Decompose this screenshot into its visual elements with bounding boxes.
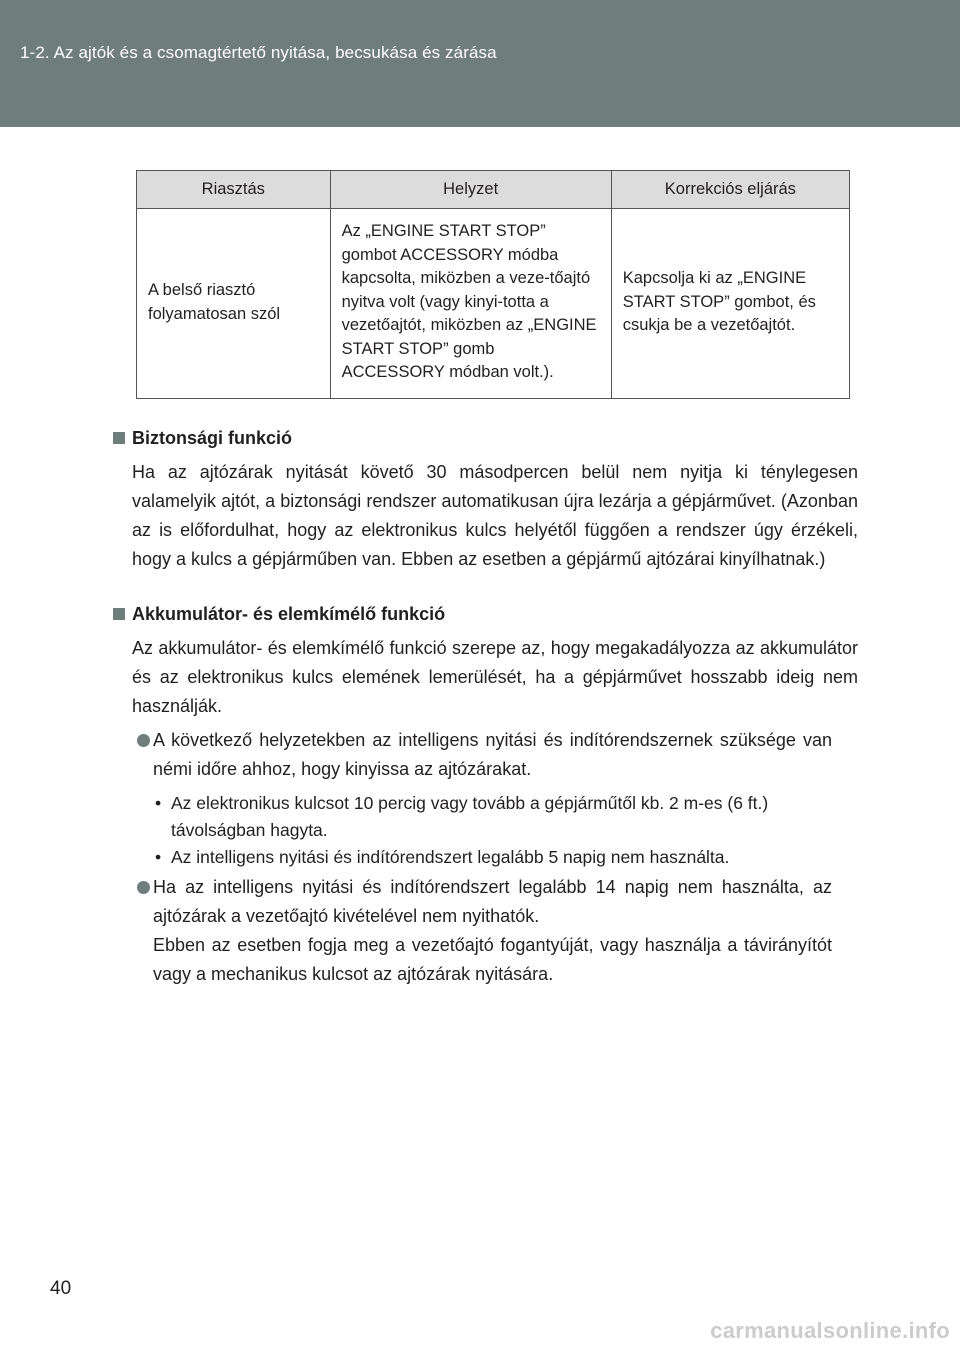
table-cell-correction: Kapcsolja ki az „ENGINE START STOP” gombot, és csukja be a vezetőajtót. (611, 209, 849, 399)
section-paragraph: Ha az ajtózárak nyitását követő 30 másodpercen belül nem nyitja ki ténylegesen valamelyik ajtót, a biztonsági rendszer automatikusan újra lezárja a gépjárművet. (Azonban az is előfordulhat, hogy az elektronikus kulcs helyétől függően a rendszer úgy érzékeli, hogy a kulcs a gépjárműben van. Ebben az esetben a gépjármű ajtózárai kinyílhatnak.) (132, 462, 858, 569)
table-header-cell: Helyzet (330, 171, 611, 209)
table-header-cell: Korrekciós eljárás (611, 171, 849, 209)
section-heading (113, 601, 858, 627)
table-cell-alarm: A belső riasztó folyamatosan szól (137, 209, 331, 399)
chapter-title: 1-2. Az ajtók és a csomagtértető nyitása, becsukása és zárása (20, 43, 497, 62)
bullet-item (152, 844, 842, 871)
bullet-list (152, 790, 842, 871)
circle-bullet-icon (137, 734, 150, 747)
list-item (137, 726, 832, 784)
circle-bullet-icon (137, 881, 150, 894)
section-heading (113, 425, 858, 451)
list-item-text: A következő helyzetekben az intelligens nyitási és indítórendszernek szüksége van némi időre ahhoz, hogy kinyissa az ajtózárakat. (153, 730, 832, 779)
square-bullet-icon (113, 608, 125, 620)
table-cell-situation: Az „ENGINE START STOP” gombot ACCESSORY módba kapcsolta, miközben a veze-tőajtó nyitva volt (vagy kinyi-totta a vezetőajtót, miközben az „ENGINE START STOP” gomb ACCESSORY módban volt.). (330, 209, 611, 399)
list-item-text: Ha az intelligens nyitási és indítórendszert legalább 14 napig nem használta, az ajtózárak a vezetőajtó kivételével nem nyithatók. (153, 877, 832, 926)
bullet-text: Az elektronikus kulcsot 10 percig vagy tovább a gépjárműtől kb. 2 m-es (6 ft.) távolságban hagyta. (171, 793, 769, 840)
alarm-table (136, 170, 850, 399)
bullet-item (152, 790, 842, 844)
table-header-cell: Riasztás (137, 171, 331, 209)
section-title: Biztonsági funkció (132, 427, 293, 448)
list-item (137, 873, 832, 989)
section-title: Akkumulátor- és elemkímélő funkció (132, 603, 446, 624)
list-item-text: Ebben az esetben fogja meg a vezetőajtó fogantyúját, vagy használja a távirányítót vagy a mechanikus kulcsot az ajtózárak nyitására. (153, 935, 832, 984)
page-header (0, 0, 960, 127)
security-section (113, 425, 858, 574)
section-paragraph: Az akkumulátor- és elemkímélő funkció szerepe az, hogy megakadályozza az akkumulátor és az elektronikus kulcs elemének lemerülését, ha a gépjárművet hosszabb ideig nem használják. (132, 638, 858, 716)
bullet-text: Az intelligens nyitási és indítórendszert legalább 5 napig nem használta. (171, 847, 730, 867)
page-number: 40 (50, 1278, 72, 1299)
table-header-row (137, 171, 850, 209)
square-bullet-icon (113, 432, 125, 444)
battery-section (113, 601, 858, 721)
watermark: carmanualsonline.info (710, 1318, 950, 1343)
table-row (137, 209, 850, 399)
bullet-dot-icon: • (155, 847, 162, 867)
bullet-dot-icon: • (155, 793, 162, 813)
